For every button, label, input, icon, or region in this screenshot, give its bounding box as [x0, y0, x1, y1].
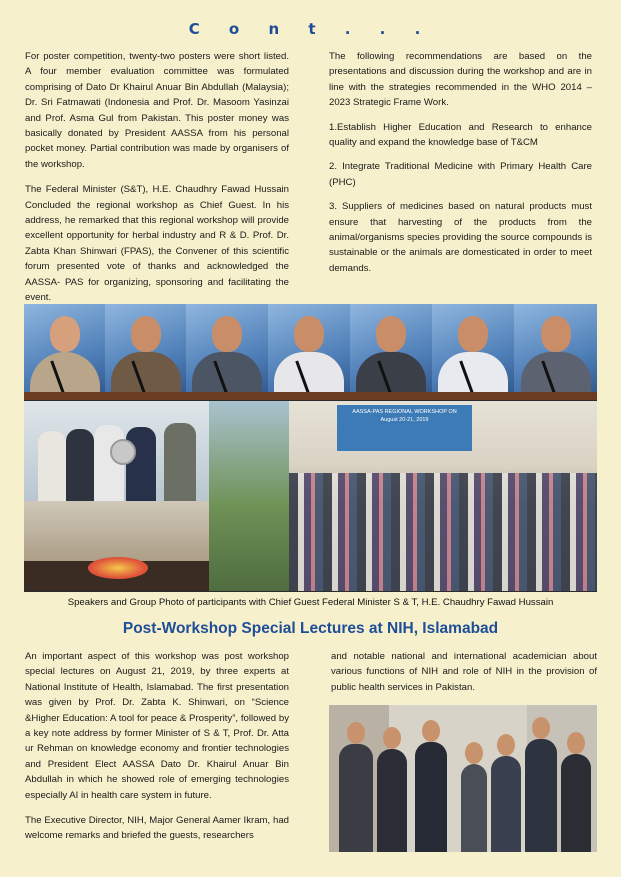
- speaker-photo-2: [105, 304, 186, 400]
- speaker-photo-3: [186, 304, 268, 400]
- recommendation-2: 2. Integrate Traditional Medicine with Primary Health Care (PHC): [329, 161, 592, 188]
- recommendations-intro: The following recommendations are based on the presentations and discussion during the workshop and are in line with the strategies recommended in the WHO 2014 – 2023 Strategic Frame Work.: [329, 51, 592, 109]
- workshop-banner: AASSA-PAS REGIONAL WORKSHOP ON August 20-21, 2019: [337, 405, 472, 451]
- executive-director-paragraph: The Executive Director, NIH, Major General Aamer Ikram, had welcome remarks and briefed the guests, researchers: [25, 815, 289, 842]
- speaker-photo-6: [432, 304, 514, 400]
- column-right-top: [329, 49, 592, 285]
- photo-caption: Speakers and Group Photo of participants with Chief Guest Federal Minister S & T, H.E. Chaudhry Fawad Hussain: [67, 597, 554, 608]
- speaker-photo-5: [350, 304, 432, 400]
- federal-minister-paragraph: The Federal Minister (S&T), H.E. Chaudhry Fawad Hussain Concluded the regional workshop as Chief Guest. In his address, he remarked that this regional workshop will provide excellent opportunity for herbal industry and R & D. Prof. Dr. Zabta Khan Shinwari (FPAS), the Convener of this scientific forum presented vote of thanks and acknowledged the AASSA- PAS for organizing, sponsoring and facilitating the event.: [25, 184, 289, 304]
- section-title: Post-Workshop Special Lectures at NIH, Islamabad: [122, 620, 499, 637]
- special-lectures-paragraph: An important aspect of this workshop was post workshop special lectures on August 21, 2019, by three experts at National Institute of Health, Islamabad. The first presentation was given by Prof. Dr. Zabta K. Shinwari, on “Science &Higher Education: A tool for peace & Prosperity”, followed by a key note address by former Minister of S & T, Prof. Dr. Atta ur Rehman on knowledge economy and frontier technologies and President Elect AASSA Dato Dr. Khairul Anuar Bin Abdullah in which he showed role of emerging technologies especially AI in health care system in future.: [25, 651, 289, 801]
- recommendation-3: 3. Suppliers of medicines based on natural products must ensure that harvesting of the products from the animal/organisms species providing the source compounds is sustainable or the animals are domesticated in order to meet demands.: [329, 201, 592, 274]
- shield-icon: [110, 439, 136, 465]
- speaker-photo-1: [24, 304, 105, 400]
- photo-collage: [24, 304, 597, 592]
- nih-functions-paragraph: and notable national and international academician about various functions of NIH and role of NIH in the provision of public health services in Pakistan.: [331, 651, 597, 693]
- group-photo: [289, 401, 597, 591]
- nih-tour-photo: [329, 705, 597, 852]
- page-header: C o n t . . .: [188, 20, 433, 38]
- speaker-photo-7: [514, 304, 597, 400]
- shield-presentation-photo: [24, 401, 209, 501]
- speaker-photo-4: [268, 304, 350, 400]
- poster-competition-paragraph: For poster competition, twenty-two posters were short listed. A four member evaluation committee was formulated comprising of Dato Dr Khairul Anuar Bin Abdullah (Malaysia); Dr. Sri Fatmawati (Indonesia and Prof. Dr. Masoom Yasinzai and Prof. Asma Gul from Pakistan. This poster money was basically donated by President AASSA from his personal pocket money. Partial contribution was made by organisers of the workshop.: [25, 51, 289, 170]
- tree-photo: [209, 401, 289, 591]
- head-table-photo: [24, 501, 209, 591]
- column-right-bottom: [331, 649, 597, 705]
- recommendation-1: 1.Establish Higher Education and Research to enhance quality and expand the knowledge base of T&CM: [329, 121, 592, 149]
- column-left-top: [25, 49, 289, 316]
- column-left-bottom: [25, 649, 289, 854]
